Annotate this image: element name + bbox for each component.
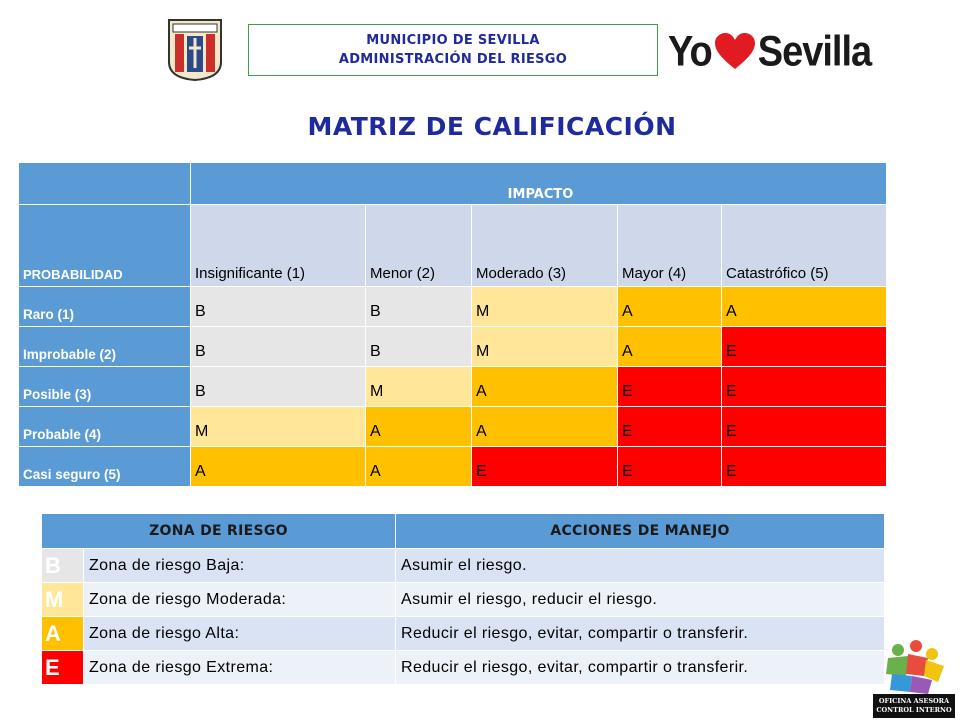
probability-row-label: Probable (4): [19, 407, 191, 447]
impact-column-header: Moderado (3): [472, 205, 618, 287]
risk-level-cell: E: [618, 447, 722, 487]
page-title: MATRIZ DE CALIFICACIÓN: [307, 112, 677, 141]
risk-level-cell: E: [472, 447, 618, 487]
zone-action: Reducir el riesgo, evitar, compartir o transferir.: [396, 617, 885, 651]
matrix-corner-cell: [19, 163, 191, 205]
zone-name: Zona de riesgo Extrema:: [84, 651, 396, 685]
zone-action: Asumir el riesgo, reducir el riesgo.: [396, 583, 885, 617]
probability-row-label: Posible (3): [19, 367, 191, 407]
probability-row-label: Casi seguro (5): [19, 447, 191, 487]
zone-name: Zona de riesgo Baja:: [84, 549, 396, 583]
matrix-row: [19, 407, 887, 447]
zone-name: Zona de riesgo Moderada:: [84, 583, 396, 617]
risk-level-cell: E: [618, 367, 722, 407]
impact-column-header: Mayor (4): [618, 205, 722, 287]
risk-level-cell: A: [366, 407, 472, 447]
risk-level-cell: M: [472, 287, 618, 327]
risk-level-cell: A: [191, 447, 366, 487]
impact-column-header: Insignificante (1): [191, 205, 366, 287]
actions-header: ACCIONES DE MANEJO: [396, 514, 885, 549]
impact-header: IMPACTO: [191, 163, 887, 205]
impact-column-header: Catastrófico (5): [722, 205, 887, 287]
legend-row: [42, 651, 885, 685]
risk-level-cell: M: [366, 367, 472, 407]
brand-yo-text: Yo: [668, 27, 712, 75]
risk-level-cell: B: [191, 327, 366, 367]
municipality-header-box: [248, 24, 658, 76]
yo-amo-sevilla-logo: [668, 27, 872, 75]
municipality-name: MUNICIPIO DE SEVILLA: [366, 33, 540, 48]
risk-level-cell: M: [472, 327, 618, 367]
office-logo-label: [873, 694, 955, 718]
risk-level-cell: E: [722, 327, 887, 367]
risk-level-cell: A: [618, 287, 722, 327]
risk-level-cell: A: [472, 367, 618, 407]
risk-level-cell: B: [191, 287, 366, 327]
legend-row: [42, 583, 885, 617]
risk-level-cell: E: [618, 407, 722, 447]
zone-action: Reducir el riesgo, evitar, compartir o transferir.: [396, 651, 885, 685]
matrix-row: [19, 447, 887, 487]
heart-icon: [714, 33, 756, 71]
matrix-row: [19, 367, 887, 407]
probability-row-label: Raro (1): [19, 287, 191, 327]
risk-level-cell: E: [722, 407, 887, 447]
risk-level-cell: E: [722, 367, 887, 407]
risk-level-cell: E: [722, 447, 887, 487]
zone-letter-badge: M: [42, 583, 84, 617]
office-label-line1: OFICINA ASESORA: [878, 697, 950, 705]
zone-letter-badge: B: [42, 549, 84, 583]
matrix-row: [19, 327, 887, 367]
office-label-line2: CONTROL INTERNO: [876, 706, 952, 714]
risk-level-cell: A: [366, 447, 472, 487]
risk-matrix-table: [18, 162, 887, 487]
risk-level-cell: B: [366, 287, 472, 327]
brand-city-text: Sevilla: [757, 27, 872, 75]
zone-action: Asumir el riesgo.: [396, 549, 885, 583]
risk-zone-legend-table: [41, 513, 885, 685]
risk-level-cell: A: [618, 327, 722, 367]
risk-level-cell: M: [191, 407, 366, 447]
risk-level-cell: B: [191, 367, 366, 407]
zone-header: ZONA DE RIESGO: [42, 514, 396, 549]
probability-header: PROBABILIDAD: [19, 205, 191, 287]
probability-row-label: Improbable (2): [19, 327, 191, 367]
risk-level-cell: A: [472, 407, 618, 447]
matrix-row: [19, 287, 887, 327]
risk-level-cell: B: [366, 327, 472, 367]
impact-column-header: Menor (2): [366, 205, 472, 287]
zone-letter-badge: A: [42, 617, 84, 651]
risk-level-cell: A: [722, 287, 887, 327]
legend-row: [42, 617, 885, 651]
zone-name: Zona de riesgo Alta:: [84, 617, 396, 651]
department-name: ADMINISTRACIÓN DEL RIESGO: [338, 52, 568, 67]
city-crest-logo: [165, 18, 225, 82]
zone-letter-badge: E: [42, 651, 84, 685]
legend-row: [42, 549, 885, 583]
